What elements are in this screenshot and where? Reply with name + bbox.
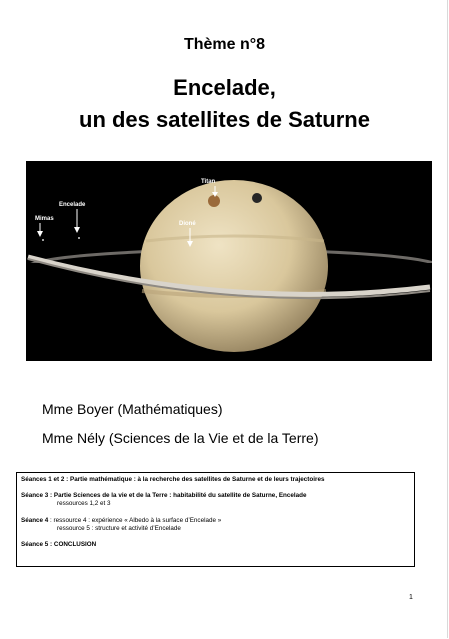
label-dione: Dioné — [179, 221, 196, 227]
teacher-svt: Mme Nély (Sciences de la Vie et de la Terre) — [42, 430, 319, 446]
session-3-resources: ressources 1,2 et 3 — [57, 500, 111, 508]
spacer — [21, 484, 410, 492]
spacer — [21, 509, 410, 517]
session-4-resource-5: ressource 5 : structure et activité d’Encelade — [57, 524, 181, 532]
session-4-text: : ressource 4 : expérience « Albedo à la surface d’Encelade » — [48, 516, 222, 524]
label-encelade: Encelade — [59, 202, 86, 208]
session-1-2 — [21, 476, 410, 484]
session-4 — [21, 517, 410, 525]
session-4-label: Séance 4 — [21, 516, 49, 524]
mimas-moon — [42, 239, 44, 241]
spacer — [21, 533, 410, 541]
page-number: 1 — [409, 594, 413, 601]
session-1-2-text: : Partie mathématique : à la recherche des satellites de Saturne et de leurs trajectoires — [64, 476, 325, 483]
sessions-box — [16, 472, 415, 567]
session-1-2-label: Séances 1 et 2 — [21, 476, 65, 483]
saturn-illustration — [26, 161, 432, 361]
titan-shadow — [252, 193, 262, 203]
page-title — [0, 72, 449, 136]
title-line-2: un des satellites de Saturne — [79, 107, 370, 132]
theme-heading: Thème n°8 — [183, 36, 266, 53]
session-3-label: Séance 3 — [21, 492, 49, 500]
session-3-text: : Partie Sciences de la vie et de la Terre : habitabilité du satellite de Saturne, Encelade — [48, 492, 307, 500]
label-titan: Titan — [201, 179, 216, 185]
teacher-math: Mme Boyer (Mathématiques) — [42, 401, 223, 417]
encelade-moon — [78, 237, 80, 239]
session-5-label: Séance 5 : CONCLUSION — [21, 541, 97, 549]
session-3 — [21, 492, 410, 500]
titan-moon — [208, 195, 220, 207]
saturn-planet — [140, 180, 328, 352]
session-5 — [21, 541, 410, 549]
label-mimas: Mimas — [35, 216, 54, 222]
title-line-1: Encelade, — [173, 75, 276, 100]
saturn-photo — [26, 161, 432, 361]
